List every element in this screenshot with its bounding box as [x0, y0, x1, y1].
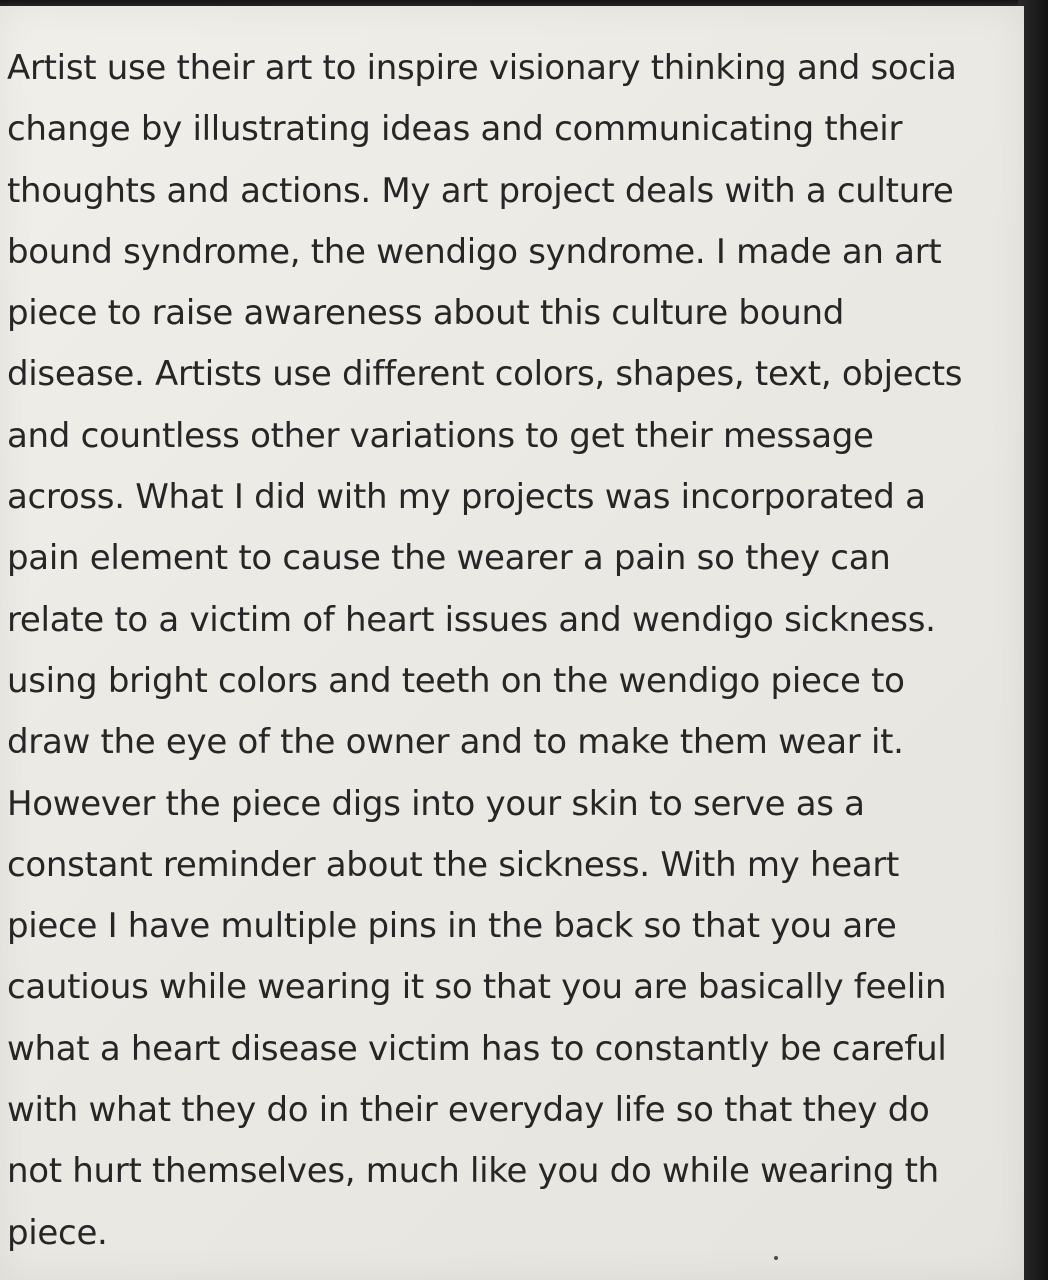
text-line: piece to raise awareness about this culture bound	[7, 293, 844, 334]
artist-statement-text	[7, 38, 1047, 1264]
text-line: Artist use their art to inspire visionary thinking and socia	[7, 48, 957, 88]
text-line: draw the eye of the owner and to make them wear it.	[7, 722, 904, 763]
text-line: across. What I did with my projects was incorporated a	[7, 477, 926, 518]
text-line: with what they do in their everyday life so that they do	[7, 1090, 930, 1131]
text-line: piece.	[7, 1212, 108, 1253]
text-line: cautious while wearing it so that you are basically feelin	[7, 967, 947, 1008]
text-line: and countless other variations to get their message	[7, 415, 874, 456]
text-line: disease. Artists use different colors, shapes, text, objects	[7, 354, 963, 395]
text-line: However the piece digs into your skin to serve as a	[7, 783, 865, 824]
text-line: change by illustrating ideas and communicating their	[7, 109, 903, 150]
text-line: piece I have multiple pins in the back so that you are	[7, 906, 897, 947]
text-line: using bright colors and teeth on the wendigo piece to	[7, 660, 905, 701]
text-line: relate to a victim of heart issues and wendigo sickness.	[7, 599, 936, 640]
text-line: not hurt themselves, much like you do while wearing th	[7, 1151, 939, 1192]
text-line: constant reminder about the sickness. With my heart	[7, 844, 900, 885]
text-line: thoughts and actions. My art project deals with a culture	[7, 170, 954, 211]
text-line: pain element to cause the wearer a pain so they can	[7, 538, 891, 579]
text-line: what a heart disease victim has to constantly be careful	[7, 1028, 947, 1069]
text-line: bound syndrome, the wendigo syndrome. I made an art	[7, 231, 942, 272]
